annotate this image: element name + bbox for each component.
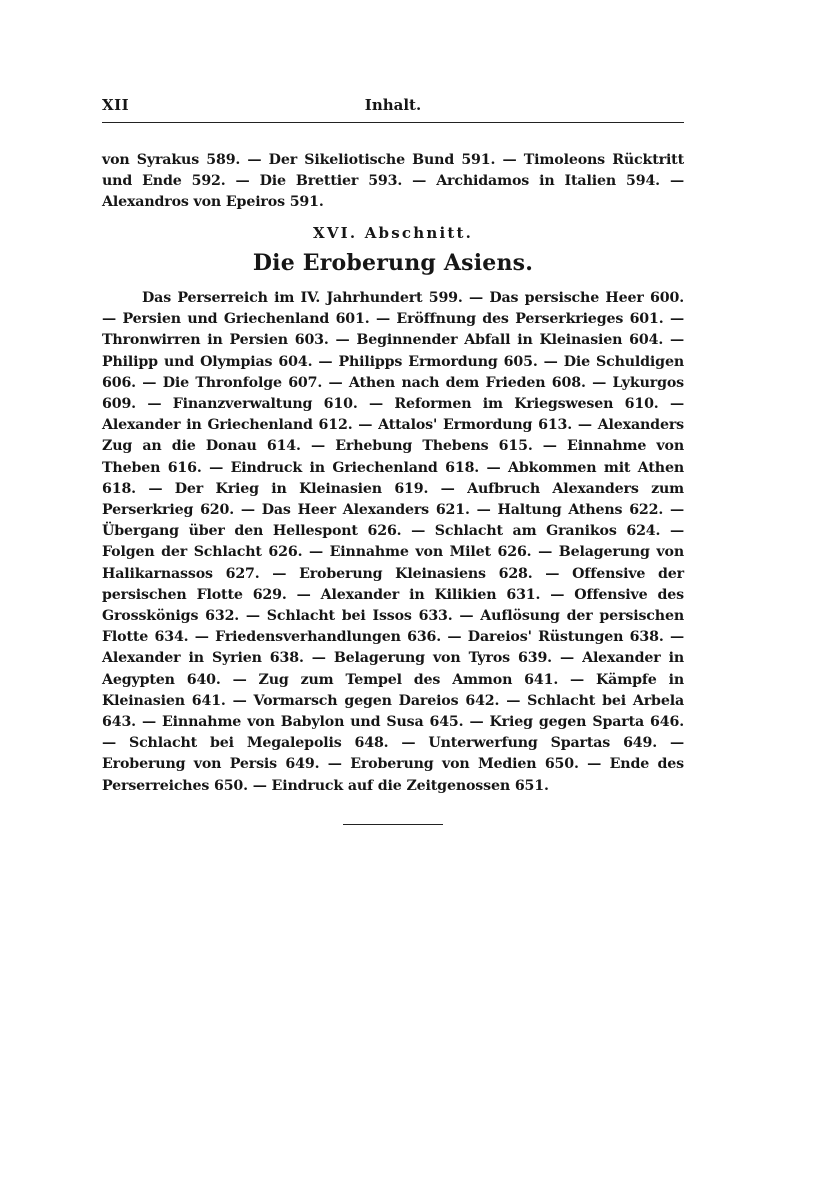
page-number: XII: [102, 96, 130, 114]
section-label: XVI. Abschnitt.: [312, 224, 474, 242]
section-title: Die Eroberung Asiens.: [252, 250, 534, 276]
running-title: Inhalt.: [364, 96, 422, 114]
continuation-paragraph: von Syrakus 589. — Der Sikeliotische Bund 591. — Timoleons Rücktritt und Ende 592. — Die Brettier 593. — Archidamos in Italien 594. — Alexandros von Epeiros 591.: [102, 152, 684, 211]
end-rule: [343, 824, 443, 825]
running-header: [102, 96, 684, 123]
section-contents-paragraph: Das Perserreich im IV. Jahrhundert 599. — Das persische Heer 600. — Persien und Griechenland 601. — Eröffnung des Perserkrieges 601. — Thronwirren in Persien 603. — Beginnender Abfall in Kleinasien 604. — Philipp und Olympias 604. — Philipps Ermordung 605. — Die Schuldigen 606. — Die Thronfolge 607. — Athen nach dem Frieden 608. — Lykurgos 609. — Finanzverwaltung 610. — Reformen im Kriegswesen 610. — Alexander in Griechenland 612. — Attalos' Ermordung 613. — Alexanders Zug an die Donau 614. — Erhebung Thebens 615. — Einnahme von Theben 616. — Eindruck in Griechenland 618. — Abkommen mit Athen 618. — Der Krieg in Kleinasien 619. — Aufbruch Alexanders zum Perserkrieg 620. — Das Heer Alexanders 621. — Haltung Athens 622. — Übergang über den Hellespont 626. — Schlacht am Granikos 624. — Folgen der Schlacht 626. — Einnahme von Milet 626. — Belagerung von Halikarnassos 627. — Eroberung Kleinasiens 628. — Offensive der persischen Flotte 629. — Alexander in Kilikien 631. — Offensive des Grosskönigs 632. — Schlacht bei Issos 633. — Auflösung der persischen Flotte 634. — Friedensverhandlungen 636. — Dareios' Rüstungen 638. — Alexander in Syrien 638. — Belagerung von Tyros 639. — Alexander in Aegypten 640. — Zug zum Tempel des Ammon 641. — Kämpfe in Kleinasien 641. — Vormarsch gegen Dareios 642. — Schlacht bei Arbela 643. — Einnahme von Babylon und Susa 645. — Krieg gegen Sparta 646. — Schlacht bei Megalepolis 648. — Unterwerfung Spartas 649. — Eroberung von Persis 649. — Eroberung von Medien 650. — Ende des Perserreiches 650. — Eindruck auf die Zeitgenossen 651.: [102, 290, 684, 794]
